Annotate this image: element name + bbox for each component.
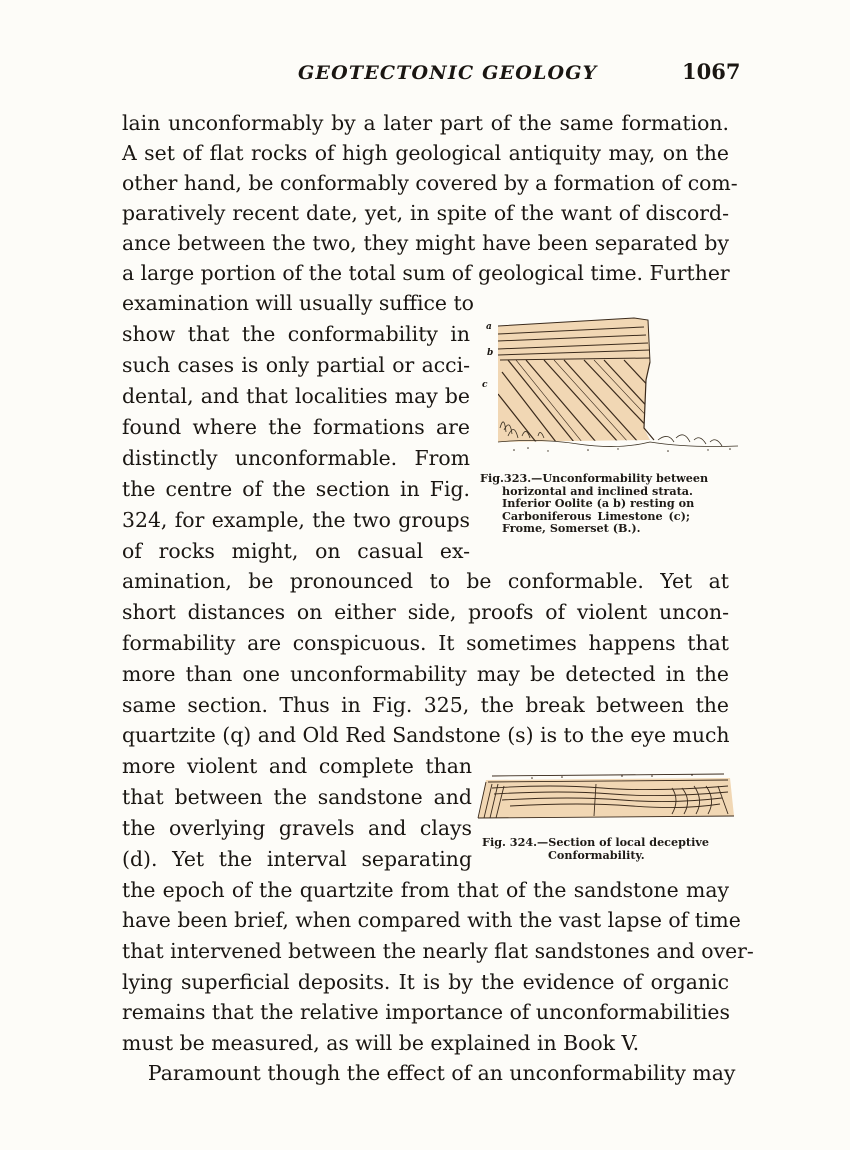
text-line: of rocks might, on casual ex- xyxy=(122,539,470,563)
text-line: distinctly unconformable. From xyxy=(122,446,470,470)
text-line: short distances on either side, proofs of violent uncon- xyxy=(122,600,729,624)
text-line: A set of flat rocks of high geological antiquity may, on the xyxy=(122,141,729,165)
text-line: a large portion of the total sum of geological time. Further xyxy=(122,261,730,285)
text-line: lain unconformably by a later part of the same formation. xyxy=(122,111,729,135)
text-line: same section. Thus in Fig. 325, the break between the xyxy=(122,693,729,717)
text-line: such cases is only partial or acci- xyxy=(122,353,470,377)
text-line: dental, and that localities may be xyxy=(122,384,470,408)
text-line: other hand, be conformably covered by a formation of com- xyxy=(122,171,738,195)
text-line: must be measured, as will be explained in Book V. xyxy=(122,1031,640,1055)
text-line: the centre of the section in Fig. xyxy=(122,477,470,501)
text-line: show that the conformability in xyxy=(122,322,470,346)
figure-324-caption xyxy=(482,836,732,861)
text-line: formability are conspicuous. It sometimes happens that xyxy=(122,631,729,655)
text-line: ance between the two, they might have been separated by xyxy=(122,231,729,255)
text-line: found where the formations are xyxy=(122,415,470,439)
text-line: more than one unconformability may be detected in the xyxy=(122,662,729,686)
text-line: remains that the relative importance of unconformabilities xyxy=(122,1000,730,1024)
text-line: Paramount though the effect of an unconformability may xyxy=(122,1061,736,1085)
caption-line: Fig. 324.—Section of local deceptive xyxy=(482,835,709,849)
text-line: amination, be pronounced to be conformable. Yet at xyxy=(122,569,729,593)
text-line: that between the sandstone and xyxy=(122,785,472,809)
text-line: have been brief, when compared with the vast lapse of time xyxy=(122,908,741,932)
text-line: the overlying gravels and clays xyxy=(122,816,472,840)
figure-label-a: a xyxy=(486,322,492,332)
figure-label-b: b xyxy=(487,348,494,358)
caption-line: Fig.323.—Unconformability between xyxy=(480,471,709,485)
text-line: lying superficial deposits. It is by the evidence of organic xyxy=(122,970,729,994)
text-line: more violent and complete than xyxy=(122,754,472,778)
text-line: 324, for example, the two groups xyxy=(122,508,470,532)
text-line: the epoch of the quartzite from that of the sandstone may xyxy=(122,878,729,902)
caption-line: Frome, Somerset (B.). xyxy=(502,521,641,535)
caption-line: Carboniferous Limestone (c); xyxy=(502,508,691,523)
figure-324-illustration xyxy=(472,764,738,822)
text-line: examination will usually suffice to xyxy=(122,291,474,315)
figure-323-illustration xyxy=(478,310,750,462)
caption-line: Conformability. xyxy=(548,847,645,862)
figure-323-drawing xyxy=(478,310,750,462)
running-head xyxy=(0,59,850,88)
figure-324-drawing xyxy=(472,764,738,822)
figure-label-c: c xyxy=(482,380,488,390)
caption-line: Inferior Oolite (a b) resting on xyxy=(502,496,695,510)
text-line: that intervened between the nearly flat sandstones and over- xyxy=(122,939,754,963)
figure-323-caption xyxy=(480,472,730,535)
text-line: (d). Yet the interval separating xyxy=(122,847,472,871)
caption-line: horizontal and inclined strata. xyxy=(502,483,693,498)
running-title: GEOTECTONIC GEOLOGY xyxy=(298,62,598,84)
text-line: quartzite (q) and Old Red Sandstone (s) is to the eye much xyxy=(122,723,730,747)
page-number: 1067 xyxy=(682,59,741,84)
text-line: paratively recent date, yet, in spite of the want of discord- xyxy=(122,201,729,225)
